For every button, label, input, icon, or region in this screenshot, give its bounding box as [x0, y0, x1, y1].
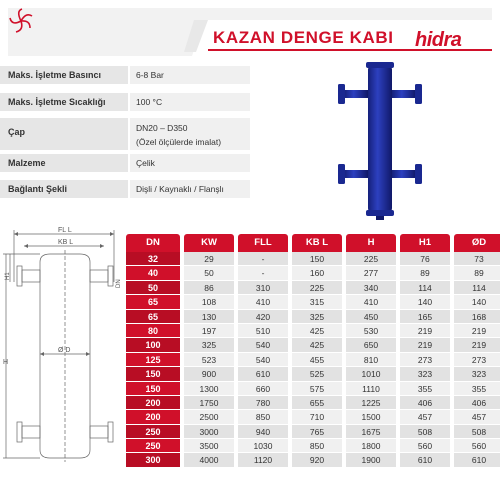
table-cell: 540 — [238, 353, 288, 367]
table-cell: 610 — [400, 453, 450, 467]
table-cell: 457 — [400, 410, 450, 424]
header-banner — [8, 8, 492, 58]
table-cell: 406 — [400, 396, 450, 410]
table-column — [126, 234, 180, 468]
table-cell: 250 — [126, 439, 180, 453]
table-column-body — [292, 252, 342, 468]
table-cell: 130 — [184, 310, 234, 324]
table-cell: 523 — [184, 353, 234, 367]
table-cell: 650 — [346, 338, 396, 352]
table-cell: 1110 — [346, 382, 396, 396]
page-title: KAZAN DENGE KABI — [213, 28, 394, 47]
table-cell: 65 — [126, 310, 180, 324]
table-header-cell: FLL — [238, 234, 288, 252]
table-cell: 32 — [126, 252, 180, 266]
table-cell: 1900 — [346, 453, 396, 467]
table-cell: 1750 — [184, 396, 234, 410]
table-cell: 86 — [184, 281, 234, 295]
spec-label: Maks. İşletme Basıncı — [0, 66, 128, 84]
table-cell: 114 — [400, 281, 450, 295]
kbl-label: KB L — [58, 239, 74, 246]
table-header-cell: KB L — [292, 234, 342, 252]
table-cell: 780 — [238, 396, 288, 410]
spec-value-line2: (Özel ölçülerde imalat) — [136, 137, 222, 147]
table-header-cell: H1 — [400, 234, 450, 252]
table-cell: 89 — [454, 266, 500, 280]
table-cell: 225 — [346, 252, 396, 266]
spec-value: 6-8 Bar — [130, 66, 250, 84]
table-cell: 40 — [126, 266, 180, 280]
table-column-body — [238, 252, 288, 468]
table-cell: 610 — [238, 367, 288, 381]
table-cell: 655 — [292, 396, 342, 410]
table-cell: 65 — [126, 295, 180, 309]
od-label: Ø D — [58, 347, 71, 354]
table-cell: 940 — [238, 425, 288, 439]
table-cell: 850 — [238, 410, 288, 424]
spec-row-connection — [0, 180, 250, 198]
table-column-body — [454, 252, 500, 468]
table-cell: 315 — [292, 295, 342, 309]
table-column — [184, 234, 234, 468]
table-cell: 50 — [184, 266, 234, 280]
table-cell: 2500 — [184, 410, 234, 424]
table-cell: 560 — [454, 439, 500, 453]
spec-row-diameter — [0, 118, 250, 150]
spec-row-pressure — [0, 66, 250, 84]
table-cell: 125 — [126, 353, 180, 367]
table-cell: 850 — [292, 439, 342, 453]
table-cell: 1225 — [346, 396, 396, 410]
table-cell: 1300 — [184, 382, 234, 396]
spec-label: Maks. İşletme Sıcaklığı — [0, 93, 128, 111]
table-cell: 508 — [400, 425, 450, 439]
table-cell: 140 — [400, 295, 450, 309]
table-cell: 73 — [454, 252, 500, 266]
table-cell: 29 — [184, 252, 234, 266]
table-cell: 273 — [400, 353, 450, 367]
table-cell: 610 — [454, 453, 500, 467]
table-header-cell: KW — [184, 234, 234, 252]
table-cell: 425 — [292, 338, 342, 352]
table-cell: 530 — [346, 324, 396, 338]
table-cell: 150 — [292, 252, 342, 266]
table-cell: 525 — [292, 367, 342, 381]
table-column-body — [346, 252, 396, 468]
table-cell: 560 — [400, 439, 450, 453]
table-cell: - — [238, 266, 288, 280]
table-cell: 323 — [454, 367, 500, 381]
spec-value: Çelik — [130, 154, 250, 172]
table-cell: 160 — [292, 266, 342, 280]
table-cell: 765 — [292, 425, 342, 439]
table-cell: 80 — [126, 324, 180, 338]
product-image — [330, 60, 430, 220]
table-cell: 457 — [454, 410, 500, 424]
table-cell: 575 — [292, 382, 342, 396]
technical-drawing — [0, 222, 126, 487]
table-cell: 89 — [400, 266, 450, 280]
table-cell: 250 — [126, 425, 180, 439]
table-cell: 168 — [454, 310, 500, 324]
table-cell: 76 — [400, 252, 450, 266]
table-column — [454, 234, 500, 468]
table-cell: 197 — [184, 324, 234, 338]
table-column — [346, 234, 396, 468]
table-cell: 355 — [454, 382, 500, 396]
table-cell: 1030 — [238, 439, 288, 453]
table-column — [400, 234, 450, 468]
table-cell: 508 — [454, 425, 500, 439]
table-cell: 1120 — [238, 453, 288, 467]
dimension-diagram — [0, 222, 126, 482]
table-cell: 100 — [126, 338, 180, 352]
spec-value — [130, 118, 250, 150]
table-cell: 1500 — [346, 410, 396, 424]
table-cell: 310 — [238, 281, 288, 295]
table-cell: 920 — [292, 453, 342, 467]
table-cell: 4000 — [184, 453, 234, 467]
table-cell: 219 — [400, 338, 450, 352]
spec-row-material — [0, 154, 250, 172]
h1-label: H1 — [5, 272, 11, 280]
table-cell: 3500 — [184, 439, 234, 453]
table-cell: 325 — [292, 310, 342, 324]
table-column-body — [184, 252, 234, 468]
table-cell: 340 — [346, 281, 396, 295]
table-cell: 219 — [454, 338, 500, 352]
hidra-swirl-icon — [8, 8, 34, 34]
spec-value: 100 °C — [130, 93, 250, 111]
table-header-cell: ØD — [454, 234, 500, 252]
table-cell: 406 — [454, 396, 500, 410]
spec-value: Dişli / Kaynaklı / Flanşlı — [130, 180, 250, 198]
fll-label: FL L — [58, 227, 72, 234]
table-cell: 300 — [126, 453, 180, 467]
table-cell: 1675 — [346, 425, 396, 439]
table-cell: 1800 — [346, 439, 396, 453]
h-label: H — [3, 359, 9, 366]
table-cell: 273 — [454, 353, 500, 367]
table-cell: 3000 — [184, 425, 234, 439]
table-cell: 510 — [238, 324, 288, 338]
table-cell: 1010 — [346, 367, 396, 381]
table-cell: 140 — [454, 295, 500, 309]
table-cell: 219 — [400, 324, 450, 338]
table-cell: 277 — [346, 266, 396, 280]
table-cell: 810 — [346, 353, 396, 367]
table-cell: 900 — [184, 367, 234, 381]
table-cell: - — [238, 252, 288, 266]
table-column-body — [126, 252, 180, 468]
table-cell: 540 — [238, 338, 288, 352]
table-cell: 420 — [238, 310, 288, 324]
table-cell: 710 — [292, 410, 342, 424]
table-header-cell: H — [346, 234, 396, 252]
table-cell: 108 — [184, 295, 234, 309]
table-cell: 200 — [126, 396, 180, 410]
spec-value-line1: DN20 – D350 — [136, 123, 188, 133]
table-cell: 325 — [184, 338, 234, 352]
table-cell: 450 — [346, 310, 396, 324]
table-cell: 219 — [454, 324, 500, 338]
table-cell: 150 — [126, 382, 180, 396]
hidra-logo: hidra — [415, 29, 462, 51]
table-column — [238, 234, 288, 468]
table-cell: 114 — [454, 281, 500, 295]
spec-label: Malzeme — [0, 154, 128, 172]
table-cell: 425 — [292, 324, 342, 338]
table-cell: 225 — [292, 281, 342, 295]
table-cell: 165 — [400, 310, 450, 324]
spec-row-temperature — [0, 93, 250, 111]
table-cell: 660 — [238, 382, 288, 396]
spec-label: Çap — [0, 118, 128, 150]
table-cell: 410 — [238, 295, 288, 309]
table-cell: 410 — [346, 295, 396, 309]
table-cell: 455 — [292, 353, 342, 367]
table-cell: 200 — [126, 410, 180, 424]
table-cell: 323 — [400, 367, 450, 381]
spec-label: Bağlantı Şekli — [0, 180, 128, 198]
table-column — [292, 234, 342, 468]
table-header-cell: DN — [126, 234, 180, 252]
dn-label: DN — [116, 279, 122, 288]
table-cell: 355 — [400, 382, 450, 396]
table-cell: 150 — [126, 367, 180, 381]
table-cell: 50 — [126, 281, 180, 295]
table-column-body — [400, 252, 450, 468]
